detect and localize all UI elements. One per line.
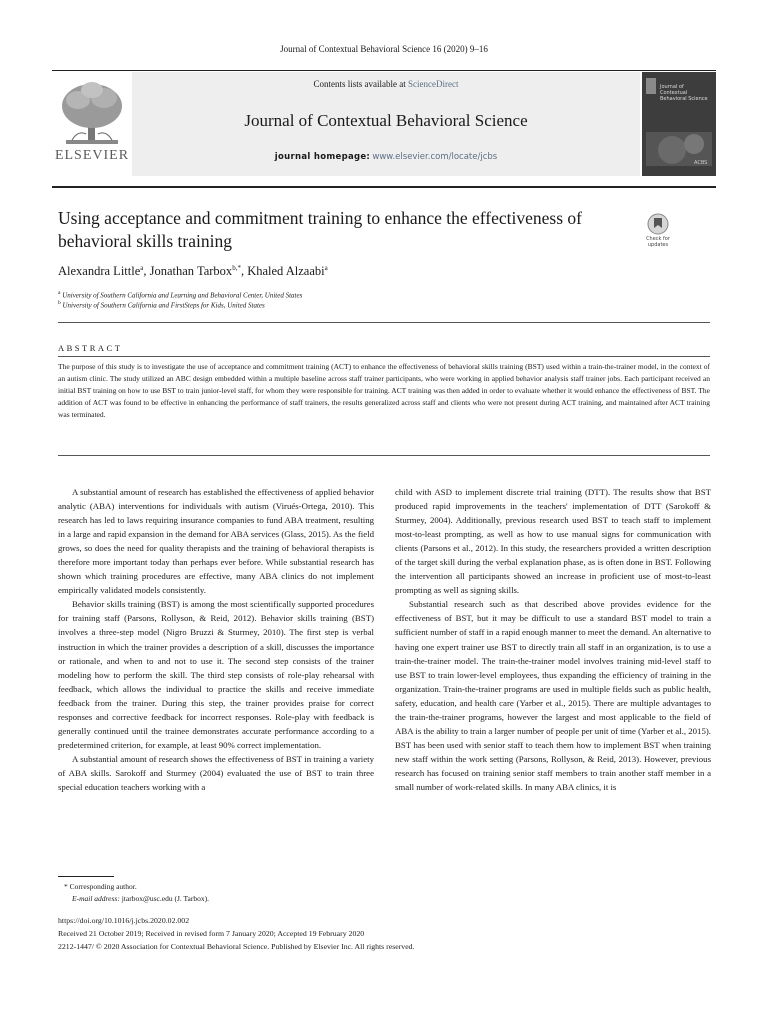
email-label: E-mail address: bbox=[72, 894, 120, 903]
author-name[interactable]: Jonathan Tarbox bbox=[149, 264, 233, 279]
cover-badge-text: ACBS bbox=[694, 160, 708, 166]
abstract-bottom-rule bbox=[58, 455, 710, 456]
body-column-left bbox=[58, 485, 374, 794]
author-list: Alexandra Little$^a$, Jonathan Tarbox$^{b,*}$, Khaled Alzaabi$^a$ bbox=[58, 264, 328, 279]
affiliation-text: University of Southern California and FirstSteps for Kids, United States bbox=[62, 301, 265, 310]
masthead-top-rule bbox=[52, 70, 716, 71]
masthead-bottom-rule bbox=[52, 186, 716, 188]
corresponding-author-note: * Corresponding author. bbox=[64, 882, 137, 891]
copyright-line: 2212-1447/ © 2020 Association for Contextual Behavioral Science. Published by Elsevier Inc. All rights reserved. bbox=[58, 942, 415, 951]
body-paragraph: child with ASD to implement discrete trial training (DTT). The results show that BST produced rapid improvements in the teachers' implementation of DTT (Sarokoff & Sturmey, 2004). Additionally, previous research used BST to teach staff to implement most-to-least prompting, as well as how to use manual signs for communication with clients (Parsons et al., 2012). In this study, the researchers provided a written description of the target skill during the verbal explanation phase, as is often done in BST. Following the intervention all participants showed an increase in proficient use of most-to-least prompting as well as signing skills. bbox=[395, 487, 711, 596]
abstract-heading: ABSTRACT bbox=[58, 343, 123, 353]
doi-link[interactable]: https://doi.org/10.1016/j.jcbs.2020.02.002 bbox=[58, 916, 190, 925]
crossmark-label: Check for updates bbox=[646, 236, 670, 248]
affiliation bbox=[58, 300, 265, 309]
email-note bbox=[72, 894, 209, 903]
author-affil-mark: b,* bbox=[232, 264, 241, 272]
footnote-rule bbox=[58, 876, 114, 877]
running-head: Journal of Contextual Behavioral Science 16 (2020) 9–16 bbox=[280, 44, 488, 54]
author-affil-mark: a bbox=[324, 264, 328, 272]
publication-history: Received 21 October 2019; Received in revised form 7 January 2020; Accepted 19 February 2020 bbox=[58, 929, 365, 938]
homepage-label: journal homepage: bbox=[274, 152, 371, 162]
homepage-link[interactable]: www.elsevier.com/locate/jcbs bbox=[372, 152, 498, 162]
affiliation-mark: a bbox=[58, 290, 61, 296]
body-paragraph: Behavior skills training (BST) is among the most scientifically supported procedures for training staff (Parsons, Rollyson, & Reid, 2012). Behavior skills training (BST) involves a three-step model (Nigro Bruzzi & Sturmey, 2010). The first step is verbal instruction in which the trainer provides a description of a skill, discusses the importance or rationale, and when to and not to use it. The second step consists of the trainer modeling how to perform the skill. The third step consists of role-play rehearsal with feedback, which allows the individual to practice the skills and receive immediate feedback from the trainer. During this step, the trainer provides praise for correct responses and corrective feedback for incorrect responses. Role-play with feedback is generally continued until the trainee demonstrates accurate performance according to a predetermined criterion, for example, at least 90% correct implementation. bbox=[58, 599, 374, 750]
abstract-text: The purpose of this study is to investigate the use of acceptance and commitment training (ACT) to enhance the effectiveness of behavioral skills training (BST) used within a train-the-trainer model, in the context of an autism clinic. The study utilized an ABC design embedded within a multiple baseline across staff trainer participants, who were working in applied behavior analysis staff trainer jobs. Each participant received an initial BST training on how to use BST to train junior-level staff, for whom they were responsible for training. ACT training was then added in order to evaluate whether it would enhance the effectiveness of BST. The addition of ACT was found to be effective in enhancing the performance of staff trainers, the results generalized across staff and clients who were not present during ACT training, and maintained after ACT training was terminated. bbox=[58, 362, 710, 419]
affiliations-rule bbox=[58, 322, 710, 323]
affiliation-mark: b bbox=[58, 300, 61, 306]
body-column-right bbox=[395, 485, 711, 794]
abstract-top-rule bbox=[58, 356, 710, 357]
journal-homepage-line bbox=[132, 151, 640, 162]
body-paragraph: A substantial amount of research has established the effectiveness of applied behavior analytic (ABA) interventions for individuals with autism (Virués-Ortega, 2010). This research has led to laws requiring insurance companies to fund ABA treatment, resulting in a large and rapid expansion in the demand for ABA services (Glass, 2015). As the field grows, so does the need for quality therapists and the training of behavioral therapists is therefore more important today than perhaps ever before. While substantial research has shown which training procedures are effective, many ABA clinics do not implement empirically validated models consistently. bbox=[58, 487, 375, 596]
author-name[interactable]: Khaled Alzaabi bbox=[247, 264, 325, 279]
article-title: Using acceptance and commitment training to enhance the effectiveness of behavioral skills training bbox=[58, 208, 582, 251]
author-name[interactable]: Alexandra Little bbox=[58, 264, 141, 279]
affiliation bbox=[58, 290, 302, 299]
contents-prefix: Contents lists available at bbox=[313, 79, 408, 89]
body-paragraph: A substantial amount of research shows the effectiveness of BST in training a variety of ABA skills. Sarokoff and Sturmey (2004) evaluated the use of BST to train three special education teachers working with a bbox=[58, 753, 374, 792]
publisher-logo-text: ELSEVIER bbox=[54, 148, 130, 163]
author-affil-mark: a bbox=[140, 264, 144, 272]
body-paragraph: Substantial research such as that described above provides evidence for the effectiveness of BST, but it may be difficult to use a standard BST model to train a sufficient number of staff in a rapid enough manner to meet the demand. An alternative to having one expert trainer use BST to directly train all staff in an organization, is to use a train-the-trainer model. The train-the-trainer model involves training mid-level staff to use BST to train lower-level employees, thus expanding the efficiency of training in the organization. Train-the-trainer programs are used in multiple fields such as public health, safety, education, and health care (Yarber et al., 2015). There are multiple advantages to the train-the-trainer programs, however the largest and most applicable to the field of ABA is the ability to train a larger number of people per unit of time (Yarber et al., 2015). BST has been used with senior staff to teach them how to implement BST when training new staff within the work setting (Parsons, Rollyson, & Reid, 2013). However, previous research has focused on training senior staff members to train another staff member in a small number of work-related skills. In many ABA clinics, it is bbox=[395, 599, 711, 792]
affiliation-text: University of Southern California and Learning and Behavioral Center, United States bbox=[62, 291, 303, 300]
email-address[interactable]: jtarbox@usc.edu (J. Tarbox). bbox=[121, 894, 209, 903]
journal-title: Journal of Contextual Behavioral Science bbox=[244, 111, 528, 130]
contents-line bbox=[132, 79, 640, 89]
sciencedirect-link[interactable]: ScienceDirect bbox=[408, 79, 459, 89]
cover-title-text: Journal of Contextual Behavioral Science bbox=[660, 84, 708, 102]
